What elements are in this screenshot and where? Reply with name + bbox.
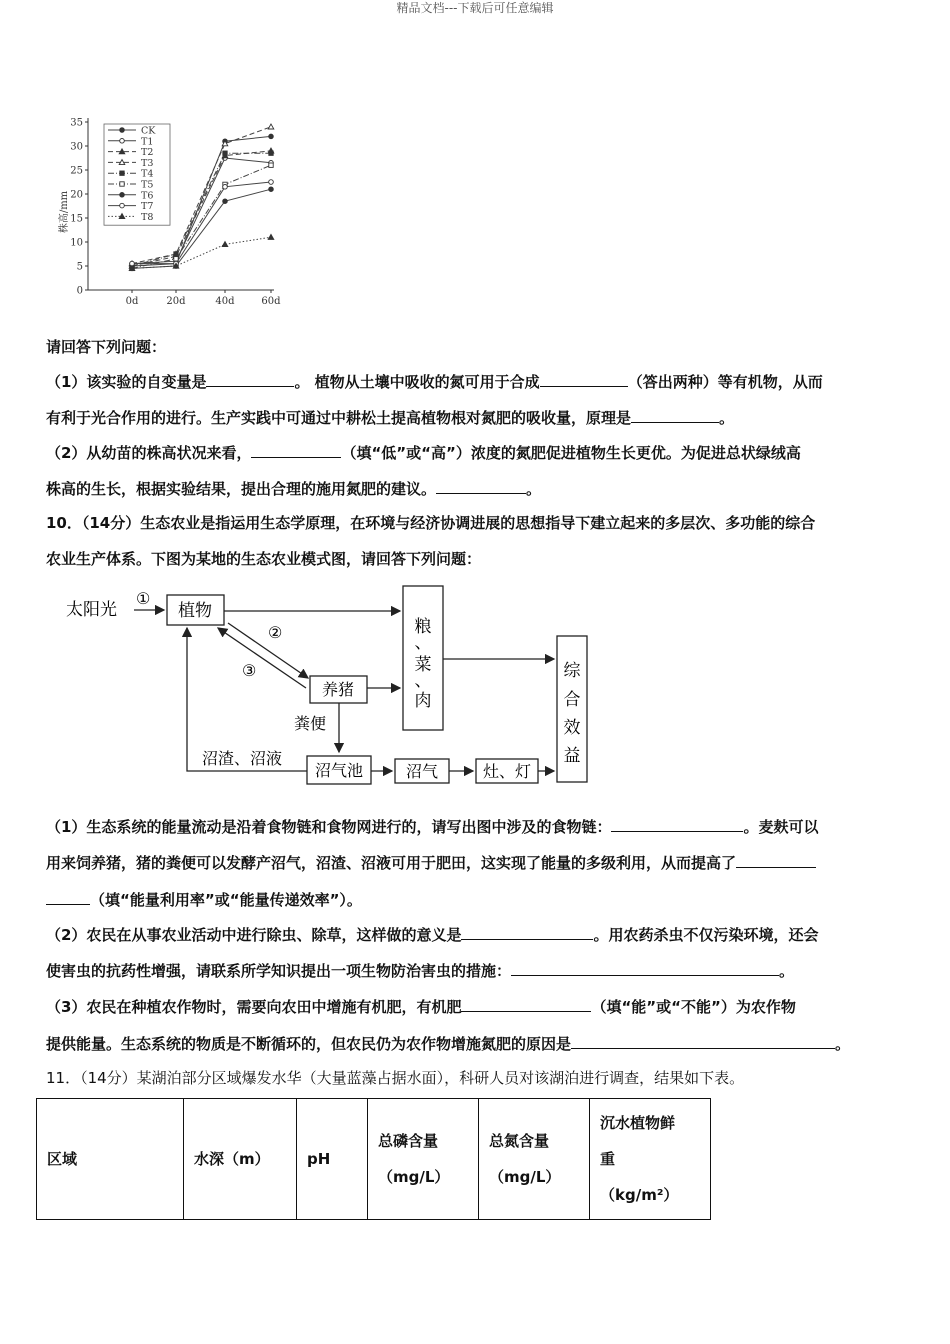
y-tick-label: 15 [70, 213, 83, 225]
legend-box [104, 124, 170, 225]
q10-s7a: 提供能量。生态系统的物质是不断循环的，但农民仍为农作物增施氮肥的原因是 [46, 1035, 572, 1053]
q10-s1b: 。麦麸可以 [743, 818, 819, 836]
q10-blank-3 [46, 890, 90, 905]
q10-blank-5 [511, 961, 779, 976]
benefit-char-1: 综 [563, 661, 581, 681]
col-header-ph [297, 1099, 368, 1220]
q10-stem-2: 农业生产体系。下图为某地的生态农业模式图，请回答下列问题： [46, 550, 482, 568]
q10-s6a: （3）农民在种植农作物时，需要向农田中增施有机肥，有机肥 [46, 998, 462, 1016]
q9-blank-3 [631, 408, 719, 423]
data-point-t6 [223, 199, 228, 204]
gas-label: 沼气 [405, 762, 439, 781]
x-tick-label: 40d [215, 296, 235, 307]
col-header-plant-weight [590, 1099, 711, 1220]
data-point-t4 [223, 151, 227, 155]
q10-line-4 [46, 925, 906, 944]
col-header-nitrogen-line1: 总氮含量 [489, 1132, 550, 1150]
col-header-phosphorus [368, 1099, 479, 1220]
q10-s2a: 用来饲养猪，猪的粪便可以发酵产沼气，沼渣、沼液可用于肥田，这实现了能量的多级利用，从而提高了 [46, 854, 737, 872]
col-header-plant-weight-line2: 重 [600, 1150, 616, 1168]
col-header-phosphorus-line1: 总磷含量 [378, 1132, 439, 1150]
col-header-ph-text: pH [307, 1150, 331, 1168]
col-header-depth-text: 水深（m） [194, 1150, 270, 1168]
col-header-nitrogen [479, 1099, 590, 1220]
q9-p1b: 。 植物从土壤中吸收的氮可用于合成 [294, 373, 540, 391]
q9-p2b: 。 [719, 409, 735, 427]
legend-label: T4 [141, 168, 154, 180]
q9-blank-1 [206, 372, 294, 387]
q10-line-5 [46, 961, 906, 980]
y-tick-label: 25 [70, 165, 83, 177]
legend-label: T3 [141, 157, 154, 169]
benefit-char-2: 合 [563, 690, 581, 710]
col-header-phosphorus-line2: （mg/L） [378, 1168, 450, 1186]
data-point-t8 [268, 234, 274, 239]
y-axis-label: 株高/mm [59, 190, 70, 234]
q9-intro: 请回答下列问题： [46, 338, 167, 356]
q11-stem: 11．（14分）某湖泊部分区域爆发水华（大量蓝藻占据水面），科研人员对该湖泊进行调查，结果如下表。 [46, 1069, 745, 1087]
q9-blank-5 [436, 479, 526, 494]
products-char-3: 菜 [414, 655, 432, 675]
arrow-pig-plant [218, 628, 306, 688]
legend-label: T5 [141, 179, 154, 191]
q10-s3a: （填“能量利用率”或“能量传递效率”）。 [90, 891, 362, 909]
q9-line-3 [46, 443, 906, 462]
stove-label: 灶、灯 [482, 762, 532, 781]
pool-label: 沼气池 [314, 761, 364, 780]
q9-blank-4 [251, 443, 341, 458]
q10-blank-1 [611, 817, 743, 832]
q10-line-3 [46, 890, 906, 909]
residue-label: 沼渣、沼液 [202, 749, 283, 768]
q9-blank-2 [540, 372, 628, 387]
q10-line-6 [46, 997, 906, 1016]
benefit-char-4: 益 [563, 746, 581, 766]
diagram-svg [60, 582, 620, 792]
q9-p1a: （1）该实验的自变量是 [46, 373, 207, 391]
data-point-t7 [223, 185, 228, 190]
plant-label: 植物 [178, 601, 212, 621]
q10-stem-1: 10．（14分）生态农业是指运用生态学原理，在环境与经济协调进展的思想指导下建立起来的多层次、多功能的综合 [46, 514, 816, 532]
data-point-t5 [269, 163, 273, 167]
q10-s4b: 。用农药杀虫不仅污染环境，还会 [593, 926, 819, 944]
col-header-nitrogen-line2: （mg/L） [489, 1168, 561, 1186]
x-tick-label: 60d [261, 296, 281, 307]
pig-label: 养猪 [321, 680, 355, 699]
col-header-region [37, 1099, 184, 1220]
data-point-t7 [269, 180, 274, 185]
q9-p2a: 有利于光合作用的进行。生产实践中可通过中耕松土提高植物根对氮肥的吸收量，原理是 [46, 409, 632, 427]
chart-svg [59, 112, 292, 310]
legend-marker [120, 193, 125, 198]
y-tick-label: 35 [70, 117, 83, 129]
data-point-t4 [269, 151, 273, 155]
q10-line-2 [46, 853, 906, 872]
q10-s5a: 使害虫的抗药性增强，请联系所学知识提出一项生物防治害虫的措施： [46, 962, 512, 980]
data-point-ck [269, 134, 274, 139]
products-char-2: 、 [414, 633, 432, 653]
q9-p1c: （答出两种）等有机物，从而 [627, 373, 823, 391]
plant-height-chart [59, 112, 292, 310]
page-header: 精品文档---下载后可任意编辑 [396, 1, 554, 15]
col-header-plant-weight-line3: （kg/m²） [600, 1186, 679, 1204]
data-point-t6 [269, 187, 274, 192]
q9-p4b: 。 [526, 480, 542, 498]
y-tick-label: 30 [70, 141, 83, 153]
legend-marker [120, 182, 124, 186]
y-tick-label: 10 [70, 237, 83, 249]
legend-label: T8 [141, 211, 154, 223]
eco-agriculture-diagram [60, 582, 620, 792]
lake-survey-table [36, 1098, 711, 1220]
legend-label: CK [141, 125, 156, 137]
q10-s7b: 。 [835, 1035, 851, 1053]
y-tick-label: 20 [70, 189, 83, 201]
x-tick-label: 0d [125, 296, 139, 307]
q10-blank-4 [461, 925, 593, 940]
sun-label: 太阳光 [66, 600, 117, 620]
data-point-t3 [268, 124, 274, 129]
legend-label: T1 [141, 136, 154, 148]
legend-marker [120, 128, 125, 133]
q10-blank-2 [736, 853, 816, 868]
legend-label: T2 [141, 147, 154, 159]
products-char-5: 肉 [414, 691, 432, 711]
q10-line-1 [46, 817, 906, 836]
y-tick-label: 5 [76, 261, 83, 273]
y-tick-label: 0 [76, 285, 83, 297]
table-header-row [37, 1099, 711, 1220]
q9-p4a: 株高的生长，根据实验结果，提出合理的施用氮肥的建议。 [46, 480, 437, 498]
dung-label: 粪便 [294, 714, 327, 733]
products-char-1: 粮 [414, 617, 432, 637]
q9-line-4 [46, 479, 906, 498]
legend-label: T7 [141, 201, 154, 213]
x-tick-label: 20d [166, 296, 186, 307]
q9-line-1 [46, 372, 906, 391]
data-point-t8 [222, 242, 228, 247]
col-header-region-text: 区域 [47, 1150, 78, 1168]
q9-p3b: （填“低”或“高”）浓度的氮肥促进植物生长更优。为促进总状绿绒高 [341, 444, 801, 462]
legend-marker [120, 171, 124, 175]
legend-marker [120, 203, 125, 208]
q10-s1a: （1）生态系统的能量流动是沿着食物链和食物网进行的，请写出图中涉及的食物链： [46, 818, 612, 836]
products-char-4: 、 [414, 671, 432, 691]
q10-s6b: （填“能”或“不能”）为农作物 [591, 998, 796, 1016]
q10-s5b: 。 [779, 962, 795, 980]
benefit-char-3: 效 [563, 718, 581, 738]
q10-blank-6 [461, 997, 591, 1012]
q10-s4a: （2）农民在从事农业活动中进行除虫、除草，这样做的意义是 [46, 926, 462, 944]
col-header-depth [184, 1099, 297, 1220]
col-header-plant-weight-line1: 沉水植物鲜 [600, 1114, 676, 1132]
q9-line-2 [46, 408, 906, 427]
data-point-t4 [174, 252, 178, 256]
marker-2: ② [268, 623, 283, 642]
marker-3: ③ [242, 661, 257, 680]
q9-p3a: （2）从幼苗的株高状况来看， [46, 444, 252, 462]
q10-blank-7 [571, 1034, 835, 1049]
marker-1: ① [136, 589, 151, 608]
legend-marker [120, 139, 125, 144]
q10-line-7 [46, 1034, 906, 1053]
legend-label: T6 [141, 190, 154, 202]
